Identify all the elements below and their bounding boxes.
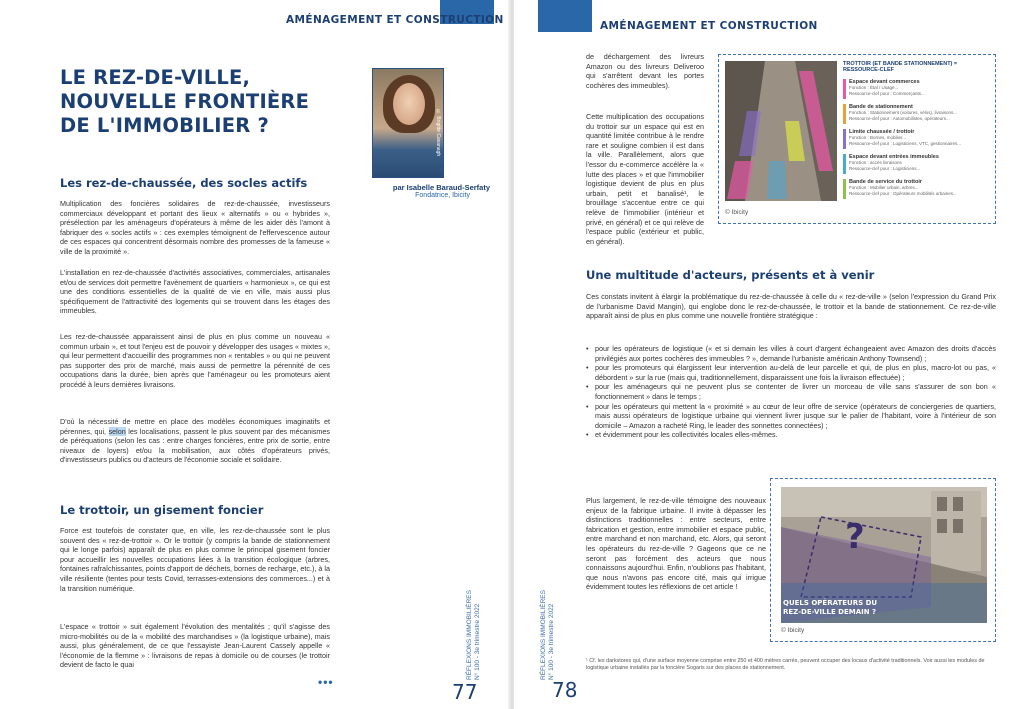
legend-name: Bande de service du trottoir	[849, 179, 923, 185]
left-page	[0, 0, 510, 709]
author-photo	[372, 68, 444, 178]
section-heading: Le trottoir, un gisement foncier	[60, 503, 264, 517]
legend-item	[843, 154, 991, 172]
legend-swatch	[843, 129, 846, 149]
title-line: DE L'IMMOBILIER ?	[60, 114, 269, 137]
street-zones-overlay	[725, 61, 837, 201]
legend-sub: Fonction : accès livraisons	[849, 160, 902, 165]
legend-sub: Ressource-clef pour : Logisticiens...	[849, 166, 921, 171]
legend-name: Espace devant entrées immeubles	[849, 154, 939, 160]
right-page	[514, 0, 1024, 709]
photo-credit: © Brigitte Cavanagh	[435, 109, 441, 157]
list-item: • pour les opérateurs qui mettent la « proximité » au cœur de leur offre de service (opérateurs de conciergeries de quartiers, mais aussi opérateurs de logistique urbaine qui viennent livrer jusque sur le palier de l'habitant, voire à l'intérieur de son domicile – Amazon a racheté Ring, le leader des sonnettes connectées) ;	[586, 402, 996, 431]
legend-sub: Fonction : Étal / Usage...	[849, 85, 899, 90]
text-run: les localisations, passent le plus souvent par des mécanismes de péréquations (selon les cas : entre charges foncières, entre prix de sortie, entre niveaux de loyers) et/ou la mobilisation, aux côtés d'opérateurs privés, d'investisseurs publics ou d'acteurs de l'économie sociale et solidaire.	[60, 426, 330, 465]
paragraph: Les rez-de-chaussée apparaissent ainsi de plus en plus comme un nouveau « commun urbain », et tout l'enjeu est de pouvoir y développer des usages « mixtes », qui leur permettent d'accueillir des programmes non « rentables » ou qui ne peuvent pas supporter des prix de marché, mais aussi de permettre la pérennité de ces occupations dans la durée, bien après que l'aménageur ou les promoteurs aient procédé à leurs dernières livraisons.	[60, 332, 330, 389]
section-heading: Une multitude d'acteurs, présents et à venir	[586, 268, 875, 282]
legend-sub: Ressource-clef pour : Logisticiens, VTC, gestionnaires...	[849, 141, 962, 146]
list-item: • pour les aménageurs qui ne peuvent plus se contenter de livrer un morceau de ville sans s'assurer de son bon « fonctionnement » dans le temps ;	[586, 382, 996, 401]
legend-swatch	[843, 104, 846, 124]
paragraph: L'espace « trottoir » suit également l'évolution des mentalités ; qu'il s'agisse des micro-mobilités ou de la « mobilité des marchandises » (la logistique urbaine), mais aussi, plus généralement, de ce que l'essayiste Jean-Laurent Cassely appelle « l'économie de la flemme » : livraisons de repas à domicile ou de courses (le trottoir devient de facto le quai	[60, 622, 330, 670]
paragraph: Force est toutefois de constater que, en ville, les rez-de-chaussée sont le plus souvent des « rez-de-trottoir ». Or le trottoir (y compris la bande de stationnement qui le longe parfois) apparaît de plus en plus comme le principal gisement foncier pour accueillir les nouvelles occupations liées à la transition écologique (arbres, fontaines rafraîchissantes, points d'apport de déchets, bornes de recharge, etc.), à la ville résiliente (tentes pour tests Covid, terrasses-extensions des commerces...) et à la transition numérique.	[60, 526, 330, 593]
text-run: D'où la nécessité de mettre en place des modèles économiques imaginatifs et pérennes, qui,	[60, 417, 330, 436]
street-photo	[781, 487, 987, 623]
legend-swatch	[843, 154, 846, 174]
legend-item	[843, 104, 991, 122]
figure-frame	[770, 478, 996, 642]
section-heading: Les rez-de-chaussée, des socles actifs	[60, 176, 308, 190]
article-title	[60, 66, 360, 138]
author-role: Fondatrice, Ibicity	[415, 192, 470, 199]
legend-name: Bande de stationnement	[849, 104, 913, 110]
continued-marker: •••	[318, 675, 334, 689]
paragraph: Cette multiplication des occupations du trottoir sur un espace qui est en quantité limitée contribue à le rendre rare et souligne combien il est dans la ville. Parallèlement, alors que l'essor du e-commerce accélère la « lutte des places » et que l'immobilier logistique devient de plus en plus urbain, petit et banalisé¹, le brouillage s'accentue entre ce qui relève de l'immobilier (intérieur et privé, en général) et ce qui relève de l'espace public (extérieur et public, en général).	[586, 112, 704, 246]
legend-name: Limite chaussée / trottoir	[849, 129, 915, 135]
image-credit: © Ibicity	[725, 209, 749, 216]
legend-item	[843, 79, 991, 97]
paragraph: L'installation en rez-de-chaussée d'activités associatives, commerciales, artisanales et/ou de services doit permettre l'avènement de quartiers « harmonieux », ce qui est une des conditions essentielles de la qualité de vie en ville, mais aussi plus spécifiquement de l'attractivité des logements qui se trouvent dans les étages des immeubles.	[60, 268, 330, 316]
street-photo	[725, 61, 837, 201]
title-line: LE REZ-DE-VILLE,	[60, 66, 251, 89]
issue-note-line: RÉFLEXIONS IMMOBILIÈRES	[540, 590, 547, 680]
issue-note-line: RÉFLEXIONS IMMOBILIÈRES	[466, 590, 473, 680]
issue-note	[540, 575, 556, 680]
image-credit: © Ibicity	[781, 627, 805, 634]
list-item: • pour les promoteurs qui élargissent leur intervention au-delà de leur parcelle et qui, de plus en plus, macro-lot ou pas, « débordent » sur la rue (mais qui, traditionnellement, disparaissent une fois la livraison effectuée) ;	[586, 363, 996, 382]
legend-sub: Ressource-clef pour : Automobilistes, opérateurs...	[849, 116, 950, 121]
question-mark: ?	[845, 517, 865, 557]
section-label: AMÉNAGEMENT ET CONSTRUCTION	[286, 14, 504, 26]
bullet-list	[586, 344, 996, 440]
legend-sub: Ressource-clef pour : Commerçants...	[849, 91, 925, 96]
legend-item	[843, 179, 991, 197]
photo-face	[393, 83, 425, 125]
legend-sub: Fonction : Bornes, mobilier...	[849, 135, 907, 140]
image-caption: QUELS OPÉRATEURS DU REZ-DE-VILLE DEMAIN ?	[783, 599, 878, 616]
paragraph: Multiplication des foncières solidaires de rez-de-chaussée, investisseurs commerciaux développant et portant des lieux « alternatifs » ou « hybrides », présélection par les aménageurs d'opérateurs à même de les aider dès l'amont à fabriquer des « socles actifs » : ces exemples témoignent de l'effervescence autour de ces espaces qui concentrent désormais nombre des promesses de la fameuse « ville de la proximité ».	[60, 199, 330, 256]
paragraph	[60, 417, 330, 465]
issue-note-line: N° 100 - 3e trimestre 2022	[548, 603, 555, 680]
footnote: ¹ Cf. les darkstores qui, d'une surface moyenne comprise entre 250 et 400 mètres carrés, peuvent occuper des locaux d'activité traditionnels. Voir aussi les modules de logistique urbaine installés par la foncière Sogaris sur des places de stationnement.	[586, 658, 985, 671]
legend-swatch	[843, 79, 846, 99]
paragraph: de déchargement des livreurs Amazon ou des livreurs Deliveroo qui s'arrêtent devant les portes cochères des immeubles).	[586, 52, 704, 90]
legend-sub: Ressource-clef pour : Opérateurs mobilités urbaines...	[849, 191, 957, 196]
section-tab	[538, 0, 592, 32]
list-item: • et évidemment pour les collectivités locales elles-mêmes.	[586, 430, 786, 440]
page-number: 77	[452, 680, 478, 704]
legend-sub: Fonction : Stationnement (voitures, vélos), livraisons...	[849, 110, 958, 115]
paragraph: Ces constats invitent à élargir la problématique du rez-de-chaussée à celle du « rez-de-ville » (selon l'expression du Grand Prix de l'urbanisme David Mangin), qui englobe donc le rez-de-chaussée, le trottoir et la bande de stationnement. Ce rez-de-ville apparaît ainsi de plus en plus comme une nouvelle frontière stratégique :	[586, 292, 996, 321]
paragraph: Plus largement, le rez-de-ville témoigne des nouveaux enjeux de la fabrique urbaine. Il invite à dépasser les distinctions traditionnelles : entre secteurs, entre fabrication et gestion, entre immobilier et espace public, entre marchand et non marchand, etc. Alors, qui seront les opérateurs du rez-de-ville ? Gageons que ce ne seront pas forcément des acteurs que nous connaissons aujourd'hui. Enfin, n'oublions pas l'habitant, que nous n'avons pas encore cité, mais qui irrigue évidemment toutes les réflexions de cet article !	[586, 496, 766, 592]
legend-swatch	[843, 179, 846, 199]
list-item: • pour les opérateurs de logistique (« et si demain les villes à court d'argent échangeaient avec Amazon des droits d'accès privilégiés aux portes cochères des immeubles ? », demande l'urbaniste américain Anthony Townsend) ;	[586, 344, 996, 363]
legend-name: Espace devant commerces	[849, 79, 920, 85]
figure-legend	[843, 61, 991, 201]
legend-sub: Fonction : Mobilier urbain, arbres...	[849, 185, 919, 190]
issue-note	[466, 575, 482, 680]
legend-item	[843, 129, 991, 147]
section-label: AMÉNAGEMENT ET CONSTRUCTION	[600, 20, 818, 32]
page-number: 78	[552, 678, 578, 702]
figure-frame	[718, 54, 996, 224]
author-name: par Isabelle Baraud-Serfaty	[392, 183, 490, 192]
issue-note-line: N° 100 - 3e trimestre 2022	[474, 603, 481, 680]
legend-title: TROTTOIR (ET BANDE STATIONNEMENT) = RESSOURCE-CLEF	[843, 61, 958, 73]
title-line: NOUVELLE FRONTIÈRE	[60, 90, 310, 113]
highlighted-word[interactable]: selon	[108, 426, 126, 436]
